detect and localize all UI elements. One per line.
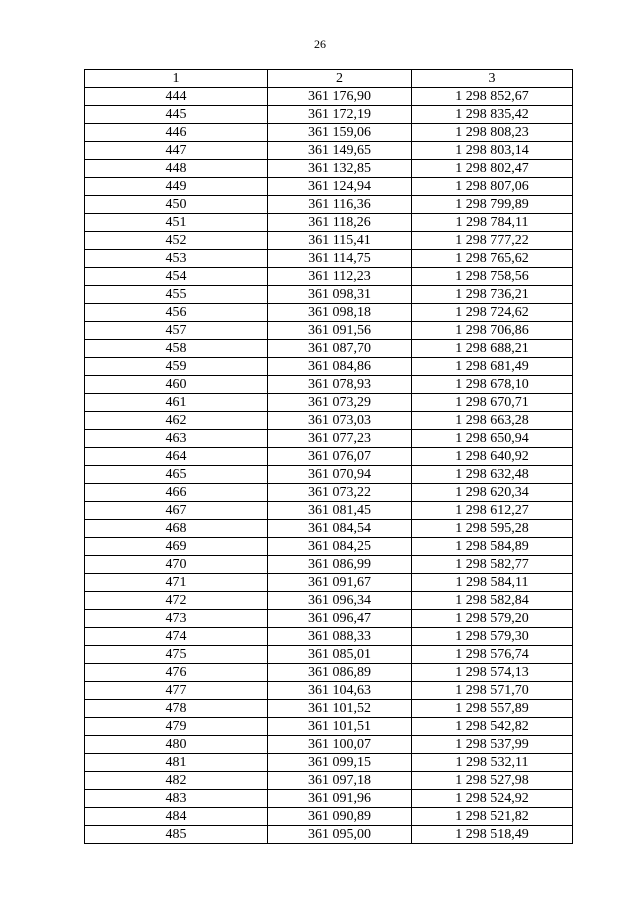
table-row — [85, 286, 573, 304]
table-row — [85, 430, 573, 448]
x-coordinate-cell: 361 098,18 — [268, 304, 412, 322]
table-row — [85, 268, 573, 286]
x-coordinate-cell: 361 088,33 — [268, 628, 412, 646]
table-row — [85, 340, 573, 358]
table-row — [85, 232, 573, 250]
point-number-cell: 449 — [85, 178, 268, 196]
table-row — [85, 772, 573, 790]
y-coordinate-cell: 1 298 537,99 — [412, 736, 573, 754]
table-row — [85, 610, 573, 628]
point-number-cell: 461 — [85, 394, 268, 412]
x-coordinate-cell: 361 098,31 — [268, 286, 412, 304]
y-coordinate-cell: 1 298 835,42 — [412, 106, 573, 124]
table-row — [85, 826, 573, 844]
y-coordinate-cell: 1 298 706,86 — [412, 322, 573, 340]
point-number-cell: 479 — [85, 718, 268, 736]
y-coordinate-cell: 1 298 736,21 — [412, 286, 573, 304]
table-row — [85, 250, 573, 268]
y-coordinate-cell: 1 298 784,11 — [412, 214, 573, 232]
x-coordinate-cell: 361 100,07 — [268, 736, 412, 754]
y-coordinate-cell: 1 298 663,28 — [412, 412, 573, 430]
table-row — [85, 88, 573, 106]
point-number-cell: 466 — [85, 484, 268, 502]
point-number-cell: 452 — [85, 232, 268, 250]
point-number-cell: 456 — [85, 304, 268, 322]
point-number-cell: 445 — [85, 106, 268, 124]
table-row — [85, 628, 573, 646]
table-row — [85, 754, 573, 772]
x-coordinate-cell: 361 070,94 — [268, 466, 412, 484]
y-coordinate-cell: 1 298 765,62 — [412, 250, 573, 268]
table-row — [85, 664, 573, 682]
x-coordinate-cell: 361 099,15 — [268, 754, 412, 772]
y-coordinate-cell: 1 298 620,34 — [412, 484, 573, 502]
x-coordinate-cell: 361 073,29 — [268, 394, 412, 412]
coordinates-table — [84, 69, 573, 844]
x-coordinate-cell: 361 091,67 — [268, 574, 412, 592]
x-coordinate-cell: 361 084,25 — [268, 538, 412, 556]
point-number-cell: 482 — [85, 772, 268, 790]
table-row — [85, 376, 573, 394]
table-row — [85, 196, 573, 214]
y-coordinate-cell: 1 298 852,67 — [412, 88, 573, 106]
y-coordinate-cell: 1 298 681,49 — [412, 358, 573, 376]
point-number-cell: 462 — [85, 412, 268, 430]
table-row — [85, 808, 573, 826]
table-body — [85, 88, 573, 844]
x-coordinate-cell: 361 077,23 — [268, 430, 412, 448]
table-row — [85, 556, 573, 574]
point-number-cell: 483 — [85, 790, 268, 808]
point-number-cell: 484 — [85, 808, 268, 826]
y-coordinate-cell: 1 298 579,20 — [412, 610, 573, 628]
y-coordinate-cell: 1 298 584,11 — [412, 574, 573, 592]
point-number-cell: 481 — [85, 754, 268, 772]
x-coordinate-cell: 361 116,36 — [268, 196, 412, 214]
point-number-cell: 473 — [85, 610, 268, 628]
y-coordinate-cell: 1 298 650,94 — [412, 430, 573, 448]
table-row — [85, 322, 573, 340]
x-coordinate-cell: 361 114,75 — [268, 250, 412, 268]
y-coordinate-cell: 1 298 640,92 — [412, 448, 573, 466]
column-header-3: 3 — [412, 70, 573, 88]
y-coordinate-cell: 1 298 527,98 — [412, 772, 573, 790]
y-coordinate-cell: 1 298 574,13 — [412, 664, 573, 682]
y-coordinate-cell: 1 298 595,28 — [412, 520, 573, 538]
table-row — [85, 736, 573, 754]
point-number-cell: 453 — [85, 250, 268, 268]
table-row — [85, 538, 573, 556]
y-coordinate-cell: 1 298 518,49 — [412, 826, 573, 844]
y-coordinate-cell: 1 298 579,30 — [412, 628, 573, 646]
table-row — [85, 646, 573, 664]
x-coordinate-cell: 361 095,00 — [268, 826, 412, 844]
table-row — [85, 718, 573, 736]
point-number-cell: 463 — [85, 430, 268, 448]
x-coordinate-cell: 361 132,85 — [268, 160, 412, 178]
point-number-cell: 467 — [85, 502, 268, 520]
y-coordinate-cell: 1 298 803,14 — [412, 142, 573, 160]
point-number-cell: 477 — [85, 682, 268, 700]
y-coordinate-cell: 1 298 582,77 — [412, 556, 573, 574]
x-coordinate-cell: 361 101,51 — [268, 718, 412, 736]
y-coordinate-cell: 1 298 724,62 — [412, 304, 573, 322]
x-coordinate-cell: 361 078,93 — [268, 376, 412, 394]
x-coordinate-cell: 361 091,96 — [268, 790, 412, 808]
table-row — [85, 520, 573, 538]
y-coordinate-cell: 1 298 678,10 — [412, 376, 573, 394]
y-coordinate-cell: 1 298 521,82 — [412, 808, 573, 826]
y-coordinate-cell: 1 298 802,47 — [412, 160, 573, 178]
point-number-cell: 451 — [85, 214, 268, 232]
y-coordinate-cell: 1 298 777,22 — [412, 232, 573, 250]
x-coordinate-cell: 361 090,89 — [268, 808, 412, 826]
x-coordinate-cell: 361 073,22 — [268, 484, 412, 502]
y-coordinate-cell: 1 298 584,89 — [412, 538, 573, 556]
point-number-cell: 472 — [85, 592, 268, 610]
table-header — [85, 70, 573, 88]
x-coordinate-cell: 361 118,26 — [268, 214, 412, 232]
y-coordinate-cell: 1 298 670,71 — [412, 394, 573, 412]
point-number-cell: 485 — [85, 826, 268, 844]
x-coordinate-cell: 361 085,01 — [268, 646, 412, 664]
point-number-cell: 475 — [85, 646, 268, 664]
x-coordinate-cell: 361 091,56 — [268, 322, 412, 340]
x-coordinate-cell: 361 087,70 — [268, 340, 412, 358]
x-coordinate-cell: 361 097,18 — [268, 772, 412, 790]
x-coordinate-cell: 361 096,34 — [268, 592, 412, 610]
table-row — [85, 394, 573, 412]
table-row — [85, 682, 573, 700]
table-row — [85, 700, 573, 718]
x-coordinate-cell: 361 176,90 — [268, 88, 412, 106]
y-coordinate-cell: 1 298 542,82 — [412, 718, 573, 736]
table-row — [85, 412, 573, 430]
x-coordinate-cell: 361 084,86 — [268, 358, 412, 376]
table-row — [85, 124, 573, 142]
table-row — [85, 484, 573, 502]
table-row — [85, 466, 573, 484]
x-coordinate-cell: 361 124,94 — [268, 178, 412, 196]
table-row — [85, 160, 573, 178]
table-row — [85, 574, 573, 592]
x-coordinate-cell: 361 149,65 — [268, 142, 412, 160]
point-number-cell: 454 — [85, 268, 268, 286]
y-coordinate-cell: 1 298 576,74 — [412, 646, 573, 664]
y-coordinate-cell: 1 298 632,48 — [412, 466, 573, 484]
point-number-cell: 447 — [85, 142, 268, 160]
x-coordinate-cell: 361 096,47 — [268, 610, 412, 628]
x-coordinate-cell: 361 076,07 — [268, 448, 412, 466]
table-row — [85, 592, 573, 610]
header-row — [85, 70, 573, 88]
table-row — [85, 214, 573, 232]
y-coordinate-cell: 1 298 688,21 — [412, 340, 573, 358]
x-coordinate-cell: 361 115,41 — [268, 232, 412, 250]
table-row — [85, 178, 573, 196]
x-coordinate-cell: 361 081,45 — [268, 502, 412, 520]
point-number-cell: 460 — [85, 376, 268, 394]
x-coordinate-cell: 361 084,54 — [268, 520, 412, 538]
point-number-cell: 469 — [85, 538, 268, 556]
point-number-cell: 478 — [85, 700, 268, 718]
x-coordinate-cell: 361 073,03 — [268, 412, 412, 430]
y-coordinate-cell: 1 298 557,89 — [412, 700, 573, 718]
y-coordinate-cell: 1 298 524,92 — [412, 790, 573, 808]
y-coordinate-cell: 1 298 612,27 — [412, 502, 573, 520]
y-coordinate-cell: 1 298 532,11 — [412, 754, 573, 772]
page-number: 26 — [314, 37, 326, 51]
y-coordinate-cell: 1 298 758,56 — [412, 268, 573, 286]
x-coordinate-cell: 361 172,19 — [268, 106, 412, 124]
x-coordinate-cell: 361 101,52 — [268, 700, 412, 718]
point-number-cell: 465 — [85, 466, 268, 484]
y-coordinate-cell: 1 298 808,23 — [412, 124, 573, 142]
point-number-cell: 455 — [85, 286, 268, 304]
point-number-cell: 464 — [85, 448, 268, 466]
point-number-cell: 480 — [85, 736, 268, 754]
x-coordinate-cell: 361 104,63 — [268, 682, 412, 700]
point-number-cell: 476 — [85, 664, 268, 682]
x-coordinate-cell: 361 086,89 — [268, 664, 412, 682]
column-header-1: 1 — [85, 70, 268, 88]
point-number-cell: 459 — [85, 358, 268, 376]
y-coordinate-cell: 1 298 571,70 — [412, 682, 573, 700]
table-row — [85, 358, 573, 376]
point-number-cell: 470 — [85, 556, 268, 574]
y-coordinate-cell: 1 298 799,89 — [412, 196, 573, 214]
point-number-cell: 458 — [85, 340, 268, 358]
table-row — [85, 448, 573, 466]
table-row — [85, 502, 573, 520]
point-number-cell: 448 — [85, 160, 268, 178]
y-coordinate-cell: 1 298 582,84 — [412, 592, 573, 610]
table-row — [85, 790, 573, 808]
x-coordinate-cell: 361 086,99 — [268, 556, 412, 574]
x-coordinate-cell: 361 159,06 — [268, 124, 412, 142]
point-number-cell: 444 — [85, 88, 268, 106]
y-coordinate-cell: 1 298 807,06 — [412, 178, 573, 196]
table-row — [85, 142, 573, 160]
point-number-cell: 446 — [85, 124, 268, 142]
table-row — [85, 304, 573, 322]
point-number-cell: 457 — [85, 322, 268, 340]
x-coordinate-cell: 361 112,23 — [268, 268, 412, 286]
column-header-2: 2 — [268, 70, 412, 88]
table-row — [85, 106, 573, 124]
point-number-cell: 474 — [85, 628, 268, 646]
point-number-cell: 450 — [85, 196, 268, 214]
point-number-cell: 468 — [85, 520, 268, 538]
point-number-cell: 471 — [85, 574, 268, 592]
